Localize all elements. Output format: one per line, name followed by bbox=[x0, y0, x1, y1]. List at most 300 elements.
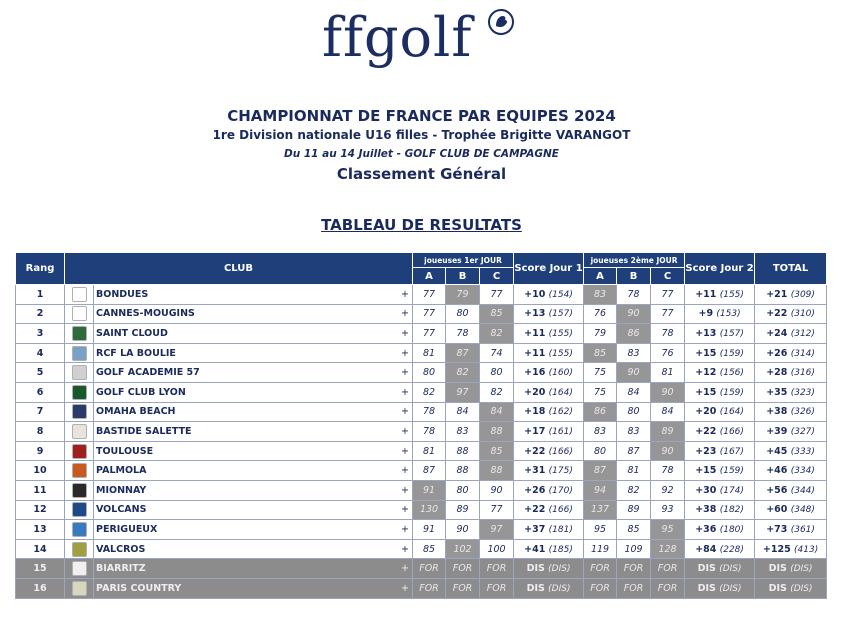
col-day1-a: A bbox=[413, 268, 446, 285]
expand-plus-button[interactable]: + bbox=[384, 324, 413, 344]
col-score-day2: Score Jour 2 bbox=[685, 253, 755, 285]
total-cell bbox=[755, 559, 827, 579]
total-strokes: (333) bbox=[790, 446, 815, 457]
rank-cell: 12 bbox=[16, 500, 65, 520]
score-day1-strokes: (185) bbox=[548, 544, 573, 555]
club-logo-icon bbox=[72, 522, 87, 537]
total-cell bbox=[755, 382, 827, 402]
total-strokes: (312) bbox=[790, 328, 815, 339]
rank-cell: 3 bbox=[16, 324, 65, 344]
total-value: +38 bbox=[766, 406, 788, 418]
rank-cell: 8 bbox=[16, 422, 65, 442]
score-day2-strokes: (180) bbox=[719, 524, 744, 535]
total-cell bbox=[755, 363, 827, 383]
table-row[interactable] bbox=[16, 422, 827, 442]
table-row[interactable] bbox=[16, 285, 827, 305]
score-day1-cell bbox=[514, 480, 584, 500]
table-row[interactable] bbox=[16, 500, 827, 520]
table-row[interactable] bbox=[16, 382, 827, 402]
championship-title: CHAMPIONNAT DE FRANCE PAR EQUIPES 2024 bbox=[227, 107, 616, 125]
club-logo-icon bbox=[72, 365, 87, 380]
dates-venue: Du 11 au 14 Juillet - GOLF CLUB DE CAMPAGNE bbox=[284, 148, 559, 160]
club-logo-icon bbox=[72, 424, 87, 439]
day1-score-cell: 130 bbox=[413, 500, 446, 520]
day1-score-cell: 85 bbox=[480, 304, 514, 324]
score-day2-strokes: (164) bbox=[719, 407, 744, 418]
total-value: +45 bbox=[766, 445, 788, 457]
total-strokes: (DIS) bbox=[790, 583, 813, 594]
day1-score-cell: 81 bbox=[413, 343, 446, 363]
club-logo-cell bbox=[65, 402, 94, 422]
club-logo-icon bbox=[72, 502, 87, 517]
total-cell bbox=[755, 304, 827, 324]
day1-score-cell: 87 bbox=[446, 343, 480, 363]
club-name: OMAHA BEACH bbox=[94, 402, 384, 422]
score-day1-strokes: (166) bbox=[548, 505, 573, 516]
club-name: TOULOUSE bbox=[94, 441, 384, 461]
table-row[interactable] bbox=[16, 363, 827, 383]
results-body bbox=[16, 285, 827, 599]
score-day2-strokes: (155) bbox=[719, 289, 744, 300]
results-section-title[interactable]: TABLEAU DE RESULTATS bbox=[321, 216, 522, 234]
total-value: +35 bbox=[766, 386, 788, 398]
score-day2-value: +84 bbox=[695, 543, 717, 555]
day1-score-cell: FOR bbox=[413, 559, 446, 579]
total-cell bbox=[755, 343, 827, 363]
score-day1-cell bbox=[514, 461, 584, 481]
total-strokes: (310) bbox=[790, 309, 815, 320]
club-logo-icon bbox=[72, 444, 87, 459]
rank-cell: 14 bbox=[16, 539, 65, 559]
day1-score-cell: 97 bbox=[480, 520, 514, 540]
expand-plus-button[interactable]: + bbox=[384, 402, 413, 422]
score-day2-strokes: (182) bbox=[719, 505, 744, 516]
club-logo-cell bbox=[65, 539, 94, 559]
club-logo-icon bbox=[72, 483, 87, 498]
score-day1-cell bbox=[514, 324, 584, 344]
club-logo-cell bbox=[65, 461, 94, 481]
club-name: PALMOLA bbox=[94, 461, 384, 481]
score-day1-cell bbox=[514, 402, 584, 422]
total-value: +60 bbox=[766, 504, 788, 516]
expand-plus-button[interactable]: + bbox=[384, 382, 413, 402]
day1-score-cell: 90 bbox=[446, 520, 480, 540]
total-cell bbox=[755, 480, 827, 500]
club-logo-cell bbox=[65, 285, 94, 305]
score-day1-cell bbox=[514, 363, 584, 383]
table-row[interactable] bbox=[16, 402, 827, 422]
score-day2-value: +13 bbox=[695, 327, 717, 339]
club-name: RCF LA BOULIE bbox=[94, 343, 384, 363]
score-day2-cell bbox=[685, 539, 755, 559]
score-day1-value: +26 bbox=[524, 484, 546, 496]
expand-plus-button[interactable]: + bbox=[384, 520, 413, 540]
table-row[interactable] bbox=[16, 480, 827, 500]
total-strokes: (344) bbox=[790, 485, 815, 496]
rank-cell: 2 bbox=[16, 304, 65, 324]
total-cell bbox=[755, 402, 827, 422]
total-value: +24 bbox=[766, 327, 788, 339]
total-value: +28 bbox=[766, 367, 788, 379]
club-name: PARIS COUNTRY bbox=[94, 578, 384, 598]
club-name: BASTIDE SALETTE bbox=[94, 422, 384, 442]
table-row[interactable] bbox=[16, 559, 827, 579]
expand-plus-button[interactable]: + bbox=[384, 539, 413, 559]
day1-score-cell: FOR bbox=[480, 578, 514, 598]
total-strokes: (334) bbox=[790, 466, 815, 477]
club-logo-cell bbox=[65, 382, 94, 402]
club-name: GOLF ACADEMIE 57 bbox=[94, 363, 384, 383]
total-value: +125 bbox=[762, 543, 791, 555]
club-logo-icon bbox=[72, 463, 87, 478]
day2-score-cell: 119 bbox=[584, 539, 617, 559]
score-day2-cell bbox=[685, 343, 755, 363]
score-day1-strokes: (160) bbox=[548, 368, 573, 379]
expand-plus-button[interactable]: + bbox=[384, 285, 413, 305]
score-day1-value: +16 bbox=[524, 367, 546, 379]
col-rang: Rang bbox=[16, 253, 65, 285]
club-logo-cell bbox=[65, 304, 94, 324]
day2-score-cell: 85 bbox=[584, 343, 617, 363]
club-name: CANNES-MOUGINS bbox=[94, 304, 384, 324]
day2-score-cell: 78 bbox=[651, 461, 685, 481]
rank-cell: 15 bbox=[16, 559, 65, 579]
results-table bbox=[15, 252, 827, 599]
score-day2-strokes: (159) bbox=[719, 466, 744, 477]
rank-cell: 13 bbox=[16, 520, 65, 540]
score-day2-value: +11 bbox=[695, 288, 717, 300]
expand-plus-button[interactable]: + bbox=[384, 461, 413, 481]
total-cell bbox=[755, 539, 827, 559]
total-value: +46 bbox=[766, 465, 788, 477]
day2-score-cell: 80 bbox=[617, 402, 651, 422]
day1-score-cell: 80 bbox=[413, 363, 446, 383]
day1-score-cell: 85 bbox=[413, 539, 446, 559]
score-day2-value: +15 bbox=[695, 347, 717, 359]
day2-score-cell: FOR bbox=[617, 559, 651, 579]
score-day1-value: +31 bbox=[524, 465, 546, 477]
score-day2-value: +12 bbox=[695, 367, 717, 379]
club-logo-cell bbox=[65, 520, 94, 540]
score-day1-value: +22 bbox=[524, 445, 546, 457]
score-day1-cell bbox=[514, 382, 584, 402]
score-day2-value: +38 bbox=[695, 504, 717, 516]
day1-score-cell: 97 bbox=[446, 382, 480, 402]
day2-score-cell: 80 bbox=[584, 441, 617, 461]
club-name: PERIGUEUX bbox=[94, 520, 384, 540]
day1-score-cell: 82 bbox=[413, 382, 446, 402]
day1-score-cell: FOR bbox=[446, 559, 480, 579]
expand-plus-button[interactable]: + bbox=[384, 480, 413, 500]
score-day1-strokes: (155) bbox=[548, 348, 573, 359]
table-row[interactable] bbox=[16, 578, 827, 598]
total-value: +56 bbox=[766, 484, 788, 496]
score-day1-value: +22 bbox=[524, 504, 546, 516]
score-day1-value: DIS bbox=[526, 582, 545, 594]
rooster-icon bbox=[487, 8, 515, 36]
expand-plus-button[interactable]: + bbox=[384, 441, 413, 461]
day2-score-cell: 95 bbox=[651, 520, 685, 540]
score-day1-cell bbox=[514, 578, 584, 598]
score-day1-value: +37 bbox=[524, 523, 546, 535]
score-day1-strokes: (170) bbox=[548, 485, 573, 496]
col-day1-c: C bbox=[480, 268, 514, 285]
day1-score-cell: FOR bbox=[413, 578, 446, 598]
table-row[interactable] bbox=[16, 441, 827, 461]
day2-score-cell: 86 bbox=[584, 402, 617, 422]
total-cell bbox=[755, 324, 827, 344]
day2-score-cell: 83 bbox=[584, 422, 617, 442]
day1-score-cell: 79 bbox=[446, 285, 480, 305]
club-logo-cell bbox=[65, 363, 94, 383]
day2-score-cell: 77 bbox=[651, 285, 685, 305]
day2-score-cell: 90 bbox=[617, 304, 651, 324]
day2-score-cell: FOR bbox=[651, 578, 685, 598]
day2-score-cell: 87 bbox=[617, 441, 651, 461]
total-strokes: (314) bbox=[790, 348, 815, 359]
score-day1-strokes: (155) bbox=[548, 328, 573, 339]
classement-heading: Classement Général bbox=[336, 165, 507, 183]
total-value: DIS bbox=[768, 563, 787, 575]
score-day1-strokes: (166) bbox=[548, 446, 573, 457]
total-value: +21 bbox=[766, 288, 788, 300]
day2-score-cell: 78 bbox=[617, 285, 651, 305]
table-row[interactable] bbox=[16, 324, 827, 344]
expand-plus-button[interactable]: + bbox=[384, 500, 413, 520]
logo-text: ffgolf bbox=[322, 6, 473, 69]
rank-cell: 9 bbox=[16, 441, 65, 461]
club-name: VALCROS bbox=[94, 539, 384, 559]
score-day1-cell bbox=[514, 559, 584, 579]
day1-score-cell: 91 bbox=[413, 520, 446, 540]
day2-score-cell: 90 bbox=[617, 363, 651, 383]
day1-score-cell: FOR bbox=[480, 559, 514, 579]
club-logo-icon bbox=[72, 385, 87, 400]
score-day2-cell bbox=[685, 285, 755, 305]
day2-score-cell: 90 bbox=[651, 382, 685, 402]
score-day1-cell bbox=[514, 539, 584, 559]
total-strokes: (309) bbox=[790, 289, 815, 300]
day1-score-cell: 102 bbox=[446, 539, 480, 559]
table-row[interactable] bbox=[16, 343, 827, 363]
day1-score-cell: 77 bbox=[413, 304, 446, 324]
day1-score-cell: 82 bbox=[446, 363, 480, 383]
score-day2-cell bbox=[685, 363, 755, 383]
score-day2-value: +20 bbox=[695, 406, 717, 418]
day2-score-cell: 89 bbox=[651, 422, 685, 442]
total-cell bbox=[755, 578, 827, 598]
day2-score-cell: FOR bbox=[584, 559, 617, 579]
day1-score-cell: 83 bbox=[446, 422, 480, 442]
day2-score-cell: 84 bbox=[617, 382, 651, 402]
day1-score-cell: 80 bbox=[446, 480, 480, 500]
rank-cell: 4 bbox=[16, 343, 65, 363]
score-day1-value: +11 bbox=[524, 347, 546, 359]
table-row[interactable] bbox=[16, 520, 827, 540]
club-logo-cell bbox=[65, 480, 94, 500]
total-strokes: (348) bbox=[790, 505, 815, 516]
score-day2-cell bbox=[685, 461, 755, 481]
total-value: +26 bbox=[766, 347, 788, 359]
club-name: VOLCANS bbox=[94, 500, 384, 520]
score-day2-cell bbox=[685, 520, 755, 540]
day2-score-cell: 75 bbox=[584, 363, 617, 383]
day1-score-cell: 82 bbox=[480, 324, 514, 344]
expand-plus-button[interactable]: + bbox=[384, 578, 413, 598]
day1-score-cell: 84 bbox=[446, 402, 480, 422]
score-day1-strokes: (164) bbox=[548, 387, 573, 398]
score-day2-value: DIS bbox=[697, 582, 716, 594]
day2-score-cell: 79 bbox=[584, 324, 617, 344]
col-day2-c: C bbox=[651, 268, 685, 285]
score-day2-strokes: (174) bbox=[719, 485, 744, 496]
day2-score-cell: FOR bbox=[617, 578, 651, 598]
day1-score-cell: 80 bbox=[446, 304, 480, 324]
col-day2-a: A bbox=[584, 268, 617, 285]
day2-score-cell: 84 bbox=[651, 402, 685, 422]
expand-plus-button[interactable]: + bbox=[384, 559, 413, 579]
day1-score-cell: 88 bbox=[480, 461, 514, 481]
day1-score-cell: 100 bbox=[480, 539, 514, 559]
score-day1-value: +20 bbox=[524, 386, 546, 398]
day2-score-cell: 90 bbox=[651, 441, 685, 461]
table-row[interactable] bbox=[16, 304, 827, 324]
score-day1-cell bbox=[514, 343, 584, 363]
expand-plus-button[interactable]: + bbox=[384, 422, 413, 442]
score-day2-value: +9 bbox=[698, 308, 714, 320]
day1-score-cell: 77 bbox=[480, 285, 514, 305]
col-day2-players: joueuses 2ème JOUR bbox=[584, 253, 685, 268]
score-day1-cell bbox=[514, 285, 584, 305]
score-day1-strokes: (157) bbox=[548, 309, 573, 320]
score-day2-strokes: (153) bbox=[716, 309, 741, 320]
score-day2-strokes: (159) bbox=[719, 348, 744, 359]
score-day1-strokes: (161) bbox=[548, 426, 573, 437]
score-day2-cell bbox=[685, 422, 755, 442]
total-strokes: (413) bbox=[794, 544, 819, 555]
col-score-day1: Score Jour 1 bbox=[514, 253, 584, 285]
day2-score-cell: 92 bbox=[651, 480, 685, 500]
score-day1-value: +10 bbox=[524, 288, 546, 300]
day1-score-cell: 88 bbox=[480, 422, 514, 442]
club-logo-cell bbox=[65, 500, 94, 520]
day2-score-cell: 128 bbox=[651, 539, 685, 559]
day1-score-cell: 77 bbox=[413, 285, 446, 305]
club-name: SAINT CLOUD bbox=[94, 324, 384, 344]
score-day2-strokes: (167) bbox=[719, 446, 744, 457]
score-day2-cell bbox=[685, 441, 755, 461]
score-day1-strokes: (154) bbox=[548, 289, 573, 300]
club-logo-icon bbox=[72, 542, 87, 557]
score-day2-value: +36 bbox=[695, 523, 717, 535]
day1-score-cell: 80 bbox=[480, 363, 514, 383]
total-cell bbox=[755, 520, 827, 540]
day1-score-cell: 78 bbox=[413, 402, 446, 422]
total-value: DIS bbox=[768, 582, 787, 594]
score-day2-cell bbox=[685, 382, 755, 402]
club-name: MIONNAY bbox=[94, 480, 384, 500]
day2-score-cell: 76 bbox=[651, 343, 685, 363]
total-strokes: (361) bbox=[790, 524, 815, 535]
score-day1-value: +11 bbox=[524, 327, 546, 339]
score-day2-value: +15 bbox=[695, 386, 717, 398]
day2-score-cell: 77 bbox=[651, 304, 685, 324]
expand-plus-button[interactable]: + bbox=[384, 304, 413, 324]
club-logo-cell bbox=[65, 343, 94, 363]
club-name: BIARRITZ bbox=[94, 559, 384, 579]
total-value: +22 bbox=[766, 308, 788, 320]
score-day2-cell bbox=[685, 480, 755, 500]
day1-score-cell: 87 bbox=[413, 461, 446, 481]
total-cell bbox=[755, 441, 827, 461]
rank-cell: 11 bbox=[16, 480, 65, 500]
club-logo-icon bbox=[72, 287, 87, 302]
day1-score-cell: 91 bbox=[413, 480, 446, 500]
score-day1-strokes: (DIS) bbox=[548, 583, 571, 594]
score-day1-value: DIS bbox=[526, 563, 545, 575]
score-day2-strokes: (156) bbox=[719, 368, 744, 379]
day2-score-cell: 81 bbox=[617, 461, 651, 481]
day1-score-cell: 84 bbox=[480, 402, 514, 422]
rank-cell: 16 bbox=[16, 578, 65, 598]
club-logo-cell bbox=[65, 324, 94, 344]
expand-plus-button[interactable]: + bbox=[384, 343, 413, 363]
day1-score-cell: 77 bbox=[480, 500, 514, 520]
score-day1-cell bbox=[514, 500, 584, 520]
score-day1-strokes: (175) bbox=[548, 466, 573, 477]
club-name: GOLF CLUB LYON bbox=[94, 382, 384, 402]
table-row[interactable] bbox=[16, 461, 827, 481]
score-day1-value: +18 bbox=[524, 406, 546, 418]
score-day2-cell bbox=[685, 559, 755, 579]
day1-score-cell: 88 bbox=[446, 441, 480, 461]
score-day2-value: +30 bbox=[695, 484, 717, 496]
score-day2-strokes: (166) bbox=[719, 426, 744, 437]
day1-score-cell: 90 bbox=[480, 480, 514, 500]
col-total: TOTAL bbox=[755, 253, 827, 285]
day1-score-cell: 85 bbox=[480, 441, 514, 461]
day1-score-cell: 82 bbox=[480, 382, 514, 402]
rank-cell: 10 bbox=[16, 461, 65, 481]
day2-score-cell: 85 bbox=[617, 520, 651, 540]
club-logo-icon bbox=[72, 561, 87, 576]
score-day1-cell bbox=[514, 520, 584, 540]
score-day1-cell bbox=[514, 441, 584, 461]
club-logo-icon bbox=[72, 326, 87, 341]
day2-score-cell: 83 bbox=[617, 343, 651, 363]
day1-score-cell: 78 bbox=[413, 422, 446, 442]
day2-score-cell: 93 bbox=[651, 500, 685, 520]
club-logo-cell bbox=[65, 422, 94, 442]
score-day2-value: +23 bbox=[695, 445, 717, 457]
score-day2-strokes: (DIS) bbox=[719, 583, 742, 594]
score-day2-cell bbox=[685, 578, 755, 598]
score-day2-cell bbox=[685, 304, 755, 324]
day1-score-cell: 81 bbox=[413, 441, 446, 461]
day2-score-cell: 87 bbox=[584, 461, 617, 481]
score-day2-strokes: (159) bbox=[719, 387, 744, 398]
col-club: CLUB bbox=[65, 253, 413, 285]
day2-score-cell: 109 bbox=[617, 539, 651, 559]
day2-score-cell: 75 bbox=[584, 382, 617, 402]
score-day2-strokes: (DIS) bbox=[719, 564, 742, 575]
score-day1-value: +17 bbox=[524, 425, 546, 437]
day1-score-cell: 89 bbox=[446, 500, 480, 520]
day1-score-cell: 74 bbox=[480, 343, 514, 363]
expand-plus-button[interactable]: + bbox=[384, 363, 413, 383]
day2-score-cell: FOR bbox=[584, 578, 617, 598]
table-row[interactable] bbox=[16, 539, 827, 559]
